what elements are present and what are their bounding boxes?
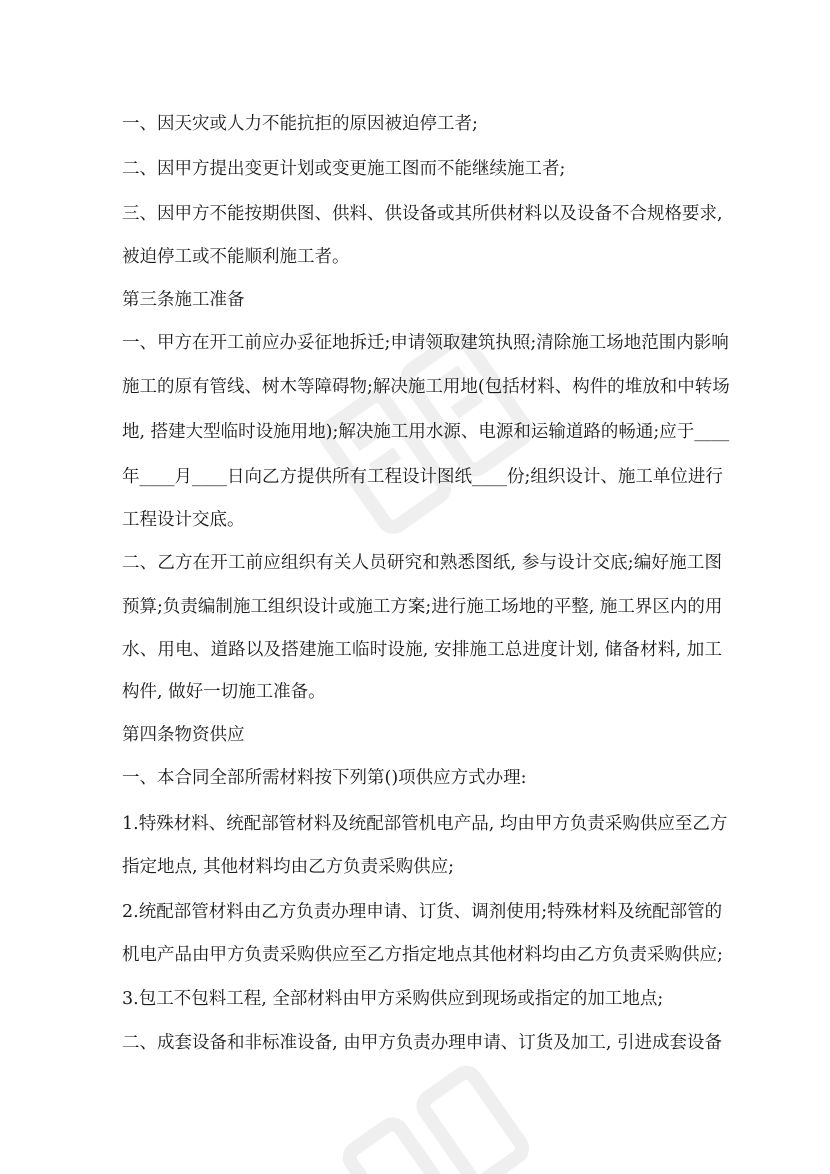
text-line: 一、本合同全部所需材料按下列第()项供应方式办理:: [122, 768, 527, 788]
text-line: 一、因天灾或人力不能抗拒的原因被迫停工者;: [122, 114, 478, 134]
text-line: 2.统配部管材料由乙方负责办理申请、订货、调剂使用;特殊材料及统配部管的: [122, 902, 723, 922]
text-line: 指定地点, 其他材料均由乙方负责采购供应;: [122, 857, 455, 877]
text-line: 二、乙方在开工前应组织有关人员研究和熟悉图纸, 参与设计交底;编好施工图: [122, 553, 722, 573]
text-line: 预算;负责编制施工组织设计或施工方案;进行施工场地的平整, 施工界区内的用: [122, 597, 723, 617]
text-line: 被迫停工或不能顺利施工者。: [122, 247, 350, 267]
watermark-graphic-bottom: [330, 1040, 550, 1174]
text-line: 水、用电、道路以及搭建施工临时设施, 安排施工总进度计划, 储备材料, 加工: [122, 640, 722, 660]
text-line: 施工的原有管线、树木等障碍物;解决施工用地(包括材料、构件的堆放和中转场: [122, 377, 730, 397]
text-line: 二、因甲方提出变更计划或变更施工图而不能继续施工者;: [122, 159, 566, 179]
text-line: 二、成套设备和非标准设备, 由甲方负责办理申请、订货及加工, 引进成套设备: [122, 1033, 722, 1053]
text-line: 1.特殊材料、统配部管材料及统配部管机电产品, 均由甲方负责采购供应至乙方: [122, 814, 728, 834]
section-heading: 第三条施工准备: [122, 290, 245, 310]
text-line: 工程设计交底。: [122, 510, 245, 530]
text-line: 构件, 做好一切施工准备。: [122, 682, 326, 702]
text-line: 3.包工不包料工程, 全部材料由甲方采购供应到现场或指定的加工地点;: [122, 989, 664, 1009]
text-line: 一、甲方在开工前应办妥征地拆迁;申请领取建筑执照;清除施工场地范围内影响: [122, 333, 729, 353]
text-line: 机电产品由甲方负责采购供应至乙方指定地点其他材料均由乙方负责采购供应;: [122, 945, 723, 965]
text-line: 年____月____日向乙方提供所有工程设计图纸____份;组织设计、施工单位进行: [122, 467, 723, 487]
text-line: 地, 搭建大型临时设施用地);解决施工用水源、电源和运输道路的畅通;应于____: [122, 422, 730, 442]
section-heading: 第四条物资供应: [122, 725, 245, 745]
text-line: 三、因甲方不能按期供图、供料、供设备或其所供材料以及设备不合规格要求,: [122, 204, 723, 224]
